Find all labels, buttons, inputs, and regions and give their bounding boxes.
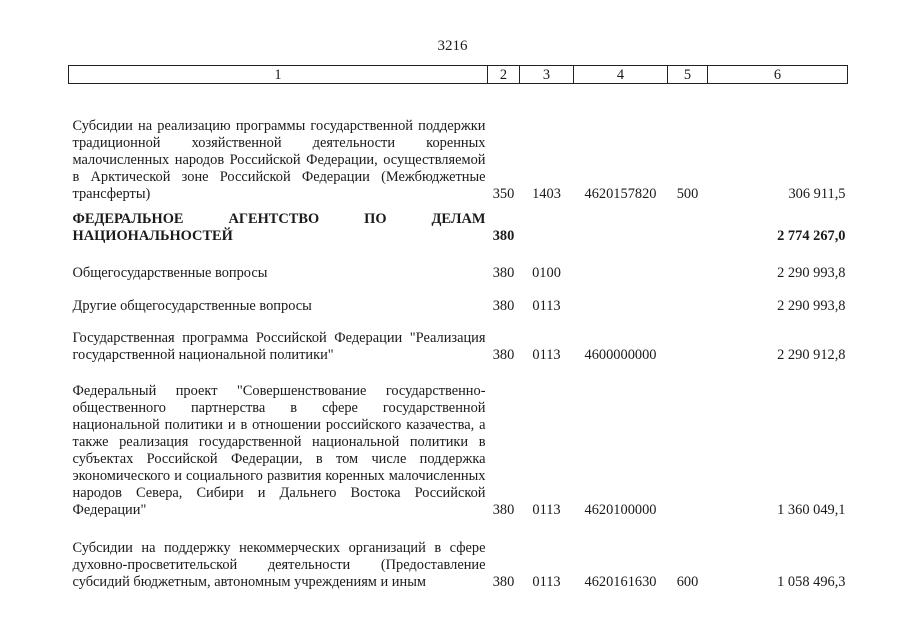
row-col3: 1403 — [532, 185, 561, 202]
table-row — [69, 203, 848, 245]
row-description: Федеральный проект "Совершенствование государственно-общественного партнерства в сфере государственной национальной политики и в отношении российского казачества, а также реализация государственной национальной политики в субъектах Российской Федерации, в том числе поддержка экономического и социального развития коренных малочисленных народов Севера, Сибири и Дальнего Востока Российской Федерации" — [72, 382, 486, 518]
row-col2: 380 — [492, 501, 515, 518]
table-header — [69, 66, 848, 84]
row-col2: 380 — [492, 573, 515, 590]
row-col4 — [574, 203, 668, 245]
row-col2: 380 — [492, 346, 515, 363]
row-description: ФЕДЕРАЛЬНОЕ АГЕНТСТВО ПО ДЕЛАМ НАЦИОНАЛЬНОСТЕЙ — [72, 210, 486, 244]
row-col4: 4600000000 — [584, 346, 657, 363]
row-col4: 4620100000 — [584, 501, 657, 518]
table-body — [69, 84, 848, 591]
page-number: 3216 — [437, 38, 468, 54]
row-col6: 1 360 049,1 — [777, 501, 846, 518]
budget-table — [68, 65, 848, 591]
row-col3: 0113 — [532, 297, 561, 314]
row-col6: 2 290 993,8 — [777, 297, 846, 314]
row-description: Общегосударственные вопросы — [72, 264, 268, 281]
row-col5: 500 — [676, 185, 699, 202]
row-col6: 306 911,5 — [788, 185, 846, 202]
row-description: Субсидии на реализацию программы государственной поддержки традиционной хозяйственной деятельности коренных малочисленных народов Российской Федерации, осуществляемой в Арктической зоне Российской Федерации (Межбюджетные трансферты) — [72, 117, 486, 202]
row-col2: 380 — [492, 264, 515, 281]
row-col3: 0113 — [532, 346, 561, 363]
table-row — [69, 282, 848, 315]
row-col5 — [668, 203, 708, 245]
row-col6: 2 290 912,8 — [777, 346, 846, 363]
row-col5 — [668, 315, 708, 364]
row-col5: 600 — [676, 573, 699, 590]
row-col6: 2 774 267,0 — [777, 227, 846, 244]
table-row — [69, 315, 848, 364]
row-col2: 380 — [492, 227, 515, 244]
header-col-1: 1 — [69, 66, 488, 84]
header-col-3: 3 — [520, 66, 574, 84]
row-col3 — [520, 203, 574, 245]
row-col4: 4620157820 — [584, 185, 657, 202]
table-row — [69, 519, 848, 591]
row-description: Другие общегосударственные вопросы — [72, 297, 312, 314]
row-col4 — [574, 245, 668, 282]
header-col-6: 6 — [708, 66, 848, 84]
row-col2: 380 — [492, 297, 515, 314]
table-row — [69, 84, 848, 203]
header-col-2: 2 — [488, 66, 520, 84]
row-col5 — [668, 282, 708, 315]
row-col2: 350 — [492, 185, 515, 202]
row-description: Государственная программа Российской Федерации "Реализация государственной национальной политики" — [72, 329, 486, 363]
row-col6: 2 290 993,8 — [777, 264, 846, 281]
row-col4: 4620161630 — [584, 573, 657, 590]
row-col5 — [668, 364, 708, 519]
row-col3: 0113 — [532, 501, 561, 518]
table-row — [69, 245, 848, 282]
header-col-4: 4 — [574, 66, 668, 84]
row-col3: 0100 — [532, 264, 561, 281]
table-row — [69, 364, 848, 519]
row-description: Субсидии на поддержку некоммерческих организаций в сфере духовно-просветительской деятельности (Предоставление субсидий бюджетным, автономным учреждениям и иным — [72, 539, 486, 590]
header-row — [69, 66, 848, 84]
row-col4 — [574, 282, 668, 315]
header-col-5: 5 — [668, 66, 708, 84]
row-col6: 1 058 496,3 — [777, 573, 846, 590]
row-col5 — [668, 245, 708, 282]
row-col3: 0113 — [532, 573, 561, 590]
